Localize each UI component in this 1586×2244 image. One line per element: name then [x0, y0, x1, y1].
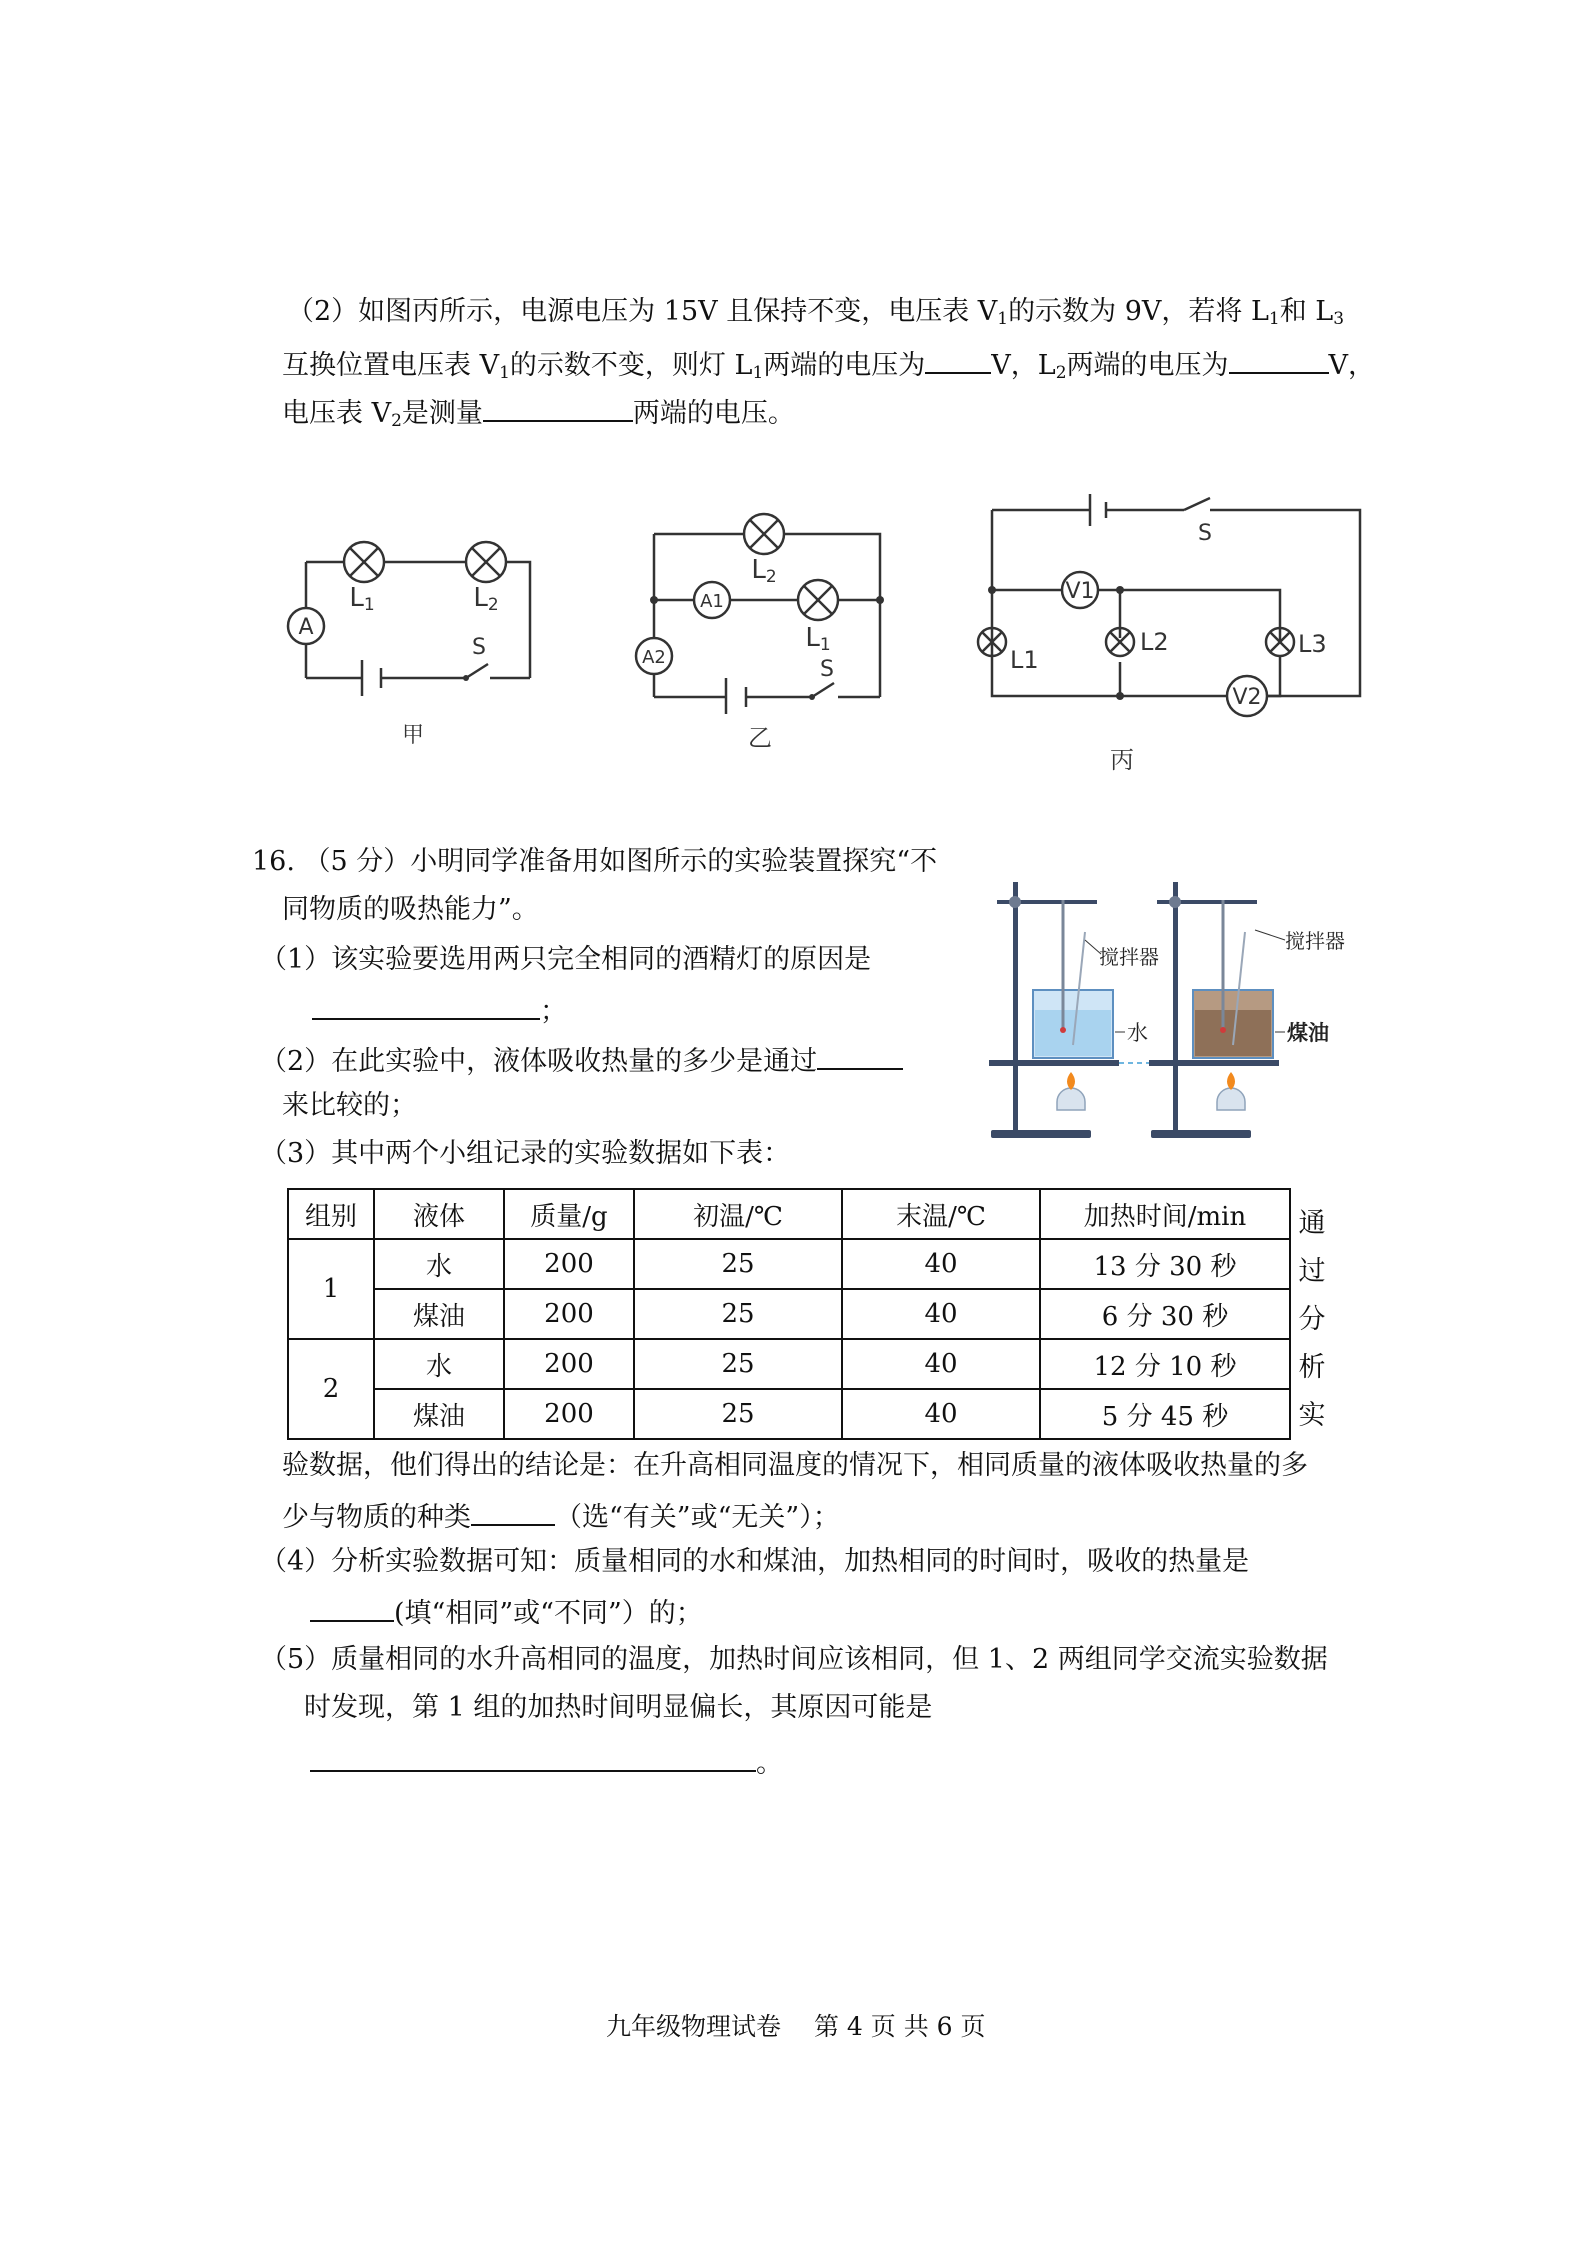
table-row: [288, 1389, 1290, 1439]
answer-blank-l2[interactable]: [1229, 348, 1329, 374]
q16-after1: 验数据，他们得出的结论是：在升高相同温度的情况下，相同质量的液体吸收热量的多: [282, 1450, 1308, 1481]
experiment-data-table: [287, 1188, 1291, 1440]
l2-label: L2: [1140, 628, 1169, 656]
v2-label: V2: [1232, 685, 1262, 710]
time-cell: 13 分 30 秒: [1040, 1239, 1290, 1289]
q15-line3: 电压表 $V_2$是测量 两端的电压。: [282, 398, 795, 431]
group-cell: 1: [288, 1239, 374, 1339]
liquid-cell: 水: [374, 1239, 504, 1289]
a2-label: A2: [642, 647, 666, 668]
q15-line2: 互换位置电压表 $V_1$的示数不变，则灯 $L_1$两端的电压为 V，$L_2$两端的电压为 V，: [282, 350, 1376, 383]
a1-label: A1: [700, 591, 724, 612]
lamp1-label: L1: [349, 583, 375, 615]
mass-cell: 200: [504, 1239, 634, 1289]
q16-after2: 少与物质的种类 （选“有关”或“无关”）；: [282, 1502, 840, 1533]
group-cell: 2: [288, 1339, 374, 1439]
lamp2-label: L2: [473, 583, 499, 615]
initial-temp-cell: 25: [634, 1239, 842, 1289]
switch-label: S: [472, 635, 486, 660]
q16-head2: 同物质的吸热能力”。: [282, 894, 539, 925]
header-group: 组别: [288, 1189, 374, 1239]
final-temp-cell: 40: [842, 1289, 1040, 1339]
caption-jia: 甲: [402, 723, 425, 748]
stirrer-label-right: 搅拌器: [1285, 929, 1345, 953]
table-row: [288, 1239, 1290, 1289]
caption-bing: 丙: [1110, 746, 1134, 774]
q16-p5b: 时发现，第 1 组的加热时间明显偏长，其原因可能是: [304, 1692, 933, 1723]
answer-blank-3[interactable]: [471, 1500, 555, 1526]
header-mass: 质量/g: [504, 1189, 634, 1239]
q16-p1-line: ；: [312, 994, 567, 1025]
l1-label: L1: [1010, 646, 1039, 674]
liquid-cell: 煤油: [374, 1289, 504, 1339]
q16-p2b: 来比较的；: [282, 1090, 417, 1121]
mass-cell: 200: [504, 1389, 634, 1439]
table-row: [288, 1339, 1290, 1389]
mass-cell: 200: [504, 1339, 634, 1389]
heating-apparatus: [985, 870, 1385, 1145]
lamp1-label: L1: [805, 623, 831, 655]
answer-blank-4[interactable]: [310, 1596, 394, 1622]
circuit-yi: [620, 500, 900, 770]
time-cell: 12 分 10 秒: [1040, 1339, 1290, 1389]
q16-p5-line: 。: [310, 1746, 783, 1777]
liquid-cell: 煤油: [374, 1389, 504, 1439]
switch-label: S: [820, 657, 834, 682]
switch-label: S: [1198, 521, 1212, 546]
v1-label: V1: [1065, 579, 1095, 604]
circuit-bing: [970, 490, 1370, 790]
final-temp-cell: 40: [842, 1239, 1040, 1289]
initial-temp-cell: 25: [634, 1289, 842, 1339]
lamp2-label: L2: [751, 555, 777, 587]
kerosene-label: 煤油: [1287, 1021, 1329, 1045]
liquid-cell: 水: [374, 1339, 504, 1389]
answer-blank-5[interactable]: [310, 1746, 756, 1772]
answer-blank-2[interactable]: [817, 1044, 903, 1070]
q16-p4: （4）分析实验数据可知：质量相同的水和煤油，加热相同的时间时，吸收的热量是: [260, 1546, 1250, 1577]
l3-label: L3: [1298, 630, 1327, 658]
header-final-temp: 末温/℃: [842, 1189, 1040, 1239]
header-initial-temp: 初温/℃: [634, 1189, 842, 1239]
circuit-jia: [280, 520, 550, 760]
table-row: [288, 1289, 1290, 1339]
header-liquid: 液体: [374, 1189, 504, 1239]
time-cell: 6 分 30 秒: [1040, 1289, 1290, 1339]
side-text: 通 过 分 析 实: [1298, 1208, 1326, 1431]
q16-p4b: (填“相同”或“不同”）的；: [310, 1596, 703, 1627]
answer-blank-1[interactable]: [312, 994, 540, 1020]
ammeter-label: A: [298, 615, 314, 640]
q16-p1: （1）该实验要选用两只完全相同的酒精灯的原因是: [260, 944, 872, 975]
stirrer-label-left: 搅拌器: [1099, 945, 1159, 969]
initial-temp-cell: 25: [634, 1389, 842, 1439]
q16-p2: （2）在此实验中，液体吸收热量的多少是通过: [260, 1044, 903, 1075]
table-header-row: [288, 1189, 1290, 1239]
q16-p3: （3）其中两个小组记录的实验数据如下表：: [260, 1138, 791, 1169]
caption-yi: 乙: [748, 724, 772, 752]
page-footer: 九年级物理试卷 第 4 页 共 6 页: [606, 2012, 986, 2041]
water-label: 水: [1127, 1021, 1148, 1045]
final-temp-cell: 40: [842, 1339, 1040, 1389]
answer-blank-l1[interactable]: [925, 348, 991, 374]
header-heating-time: 加热时间/min: [1040, 1189, 1290, 1239]
final-temp-cell: 40: [842, 1389, 1040, 1439]
time-cell: 5 分 45 秒: [1040, 1389, 1290, 1439]
q15-line1: （2）如图丙所示，电源电压为 15V 且保持不变，电压表 $V_1$的示数为 9V，若将 $L_1$和 $L_3$: [287, 296, 1345, 329]
initial-temp-cell: 25: [634, 1339, 842, 1389]
mass-cell: 200: [504, 1289, 634, 1339]
q16-head: 16. （5 分）小明同学准备用如图所示的实验装置探究“不: [252, 846, 938, 877]
answer-blank-v2[interactable]: [483, 396, 633, 422]
q16-p5: （5）质量相同的水升高相同的温度，加热时间应该相同，但 1、2 两组同学交流实验数据: [260, 1644, 1328, 1675]
